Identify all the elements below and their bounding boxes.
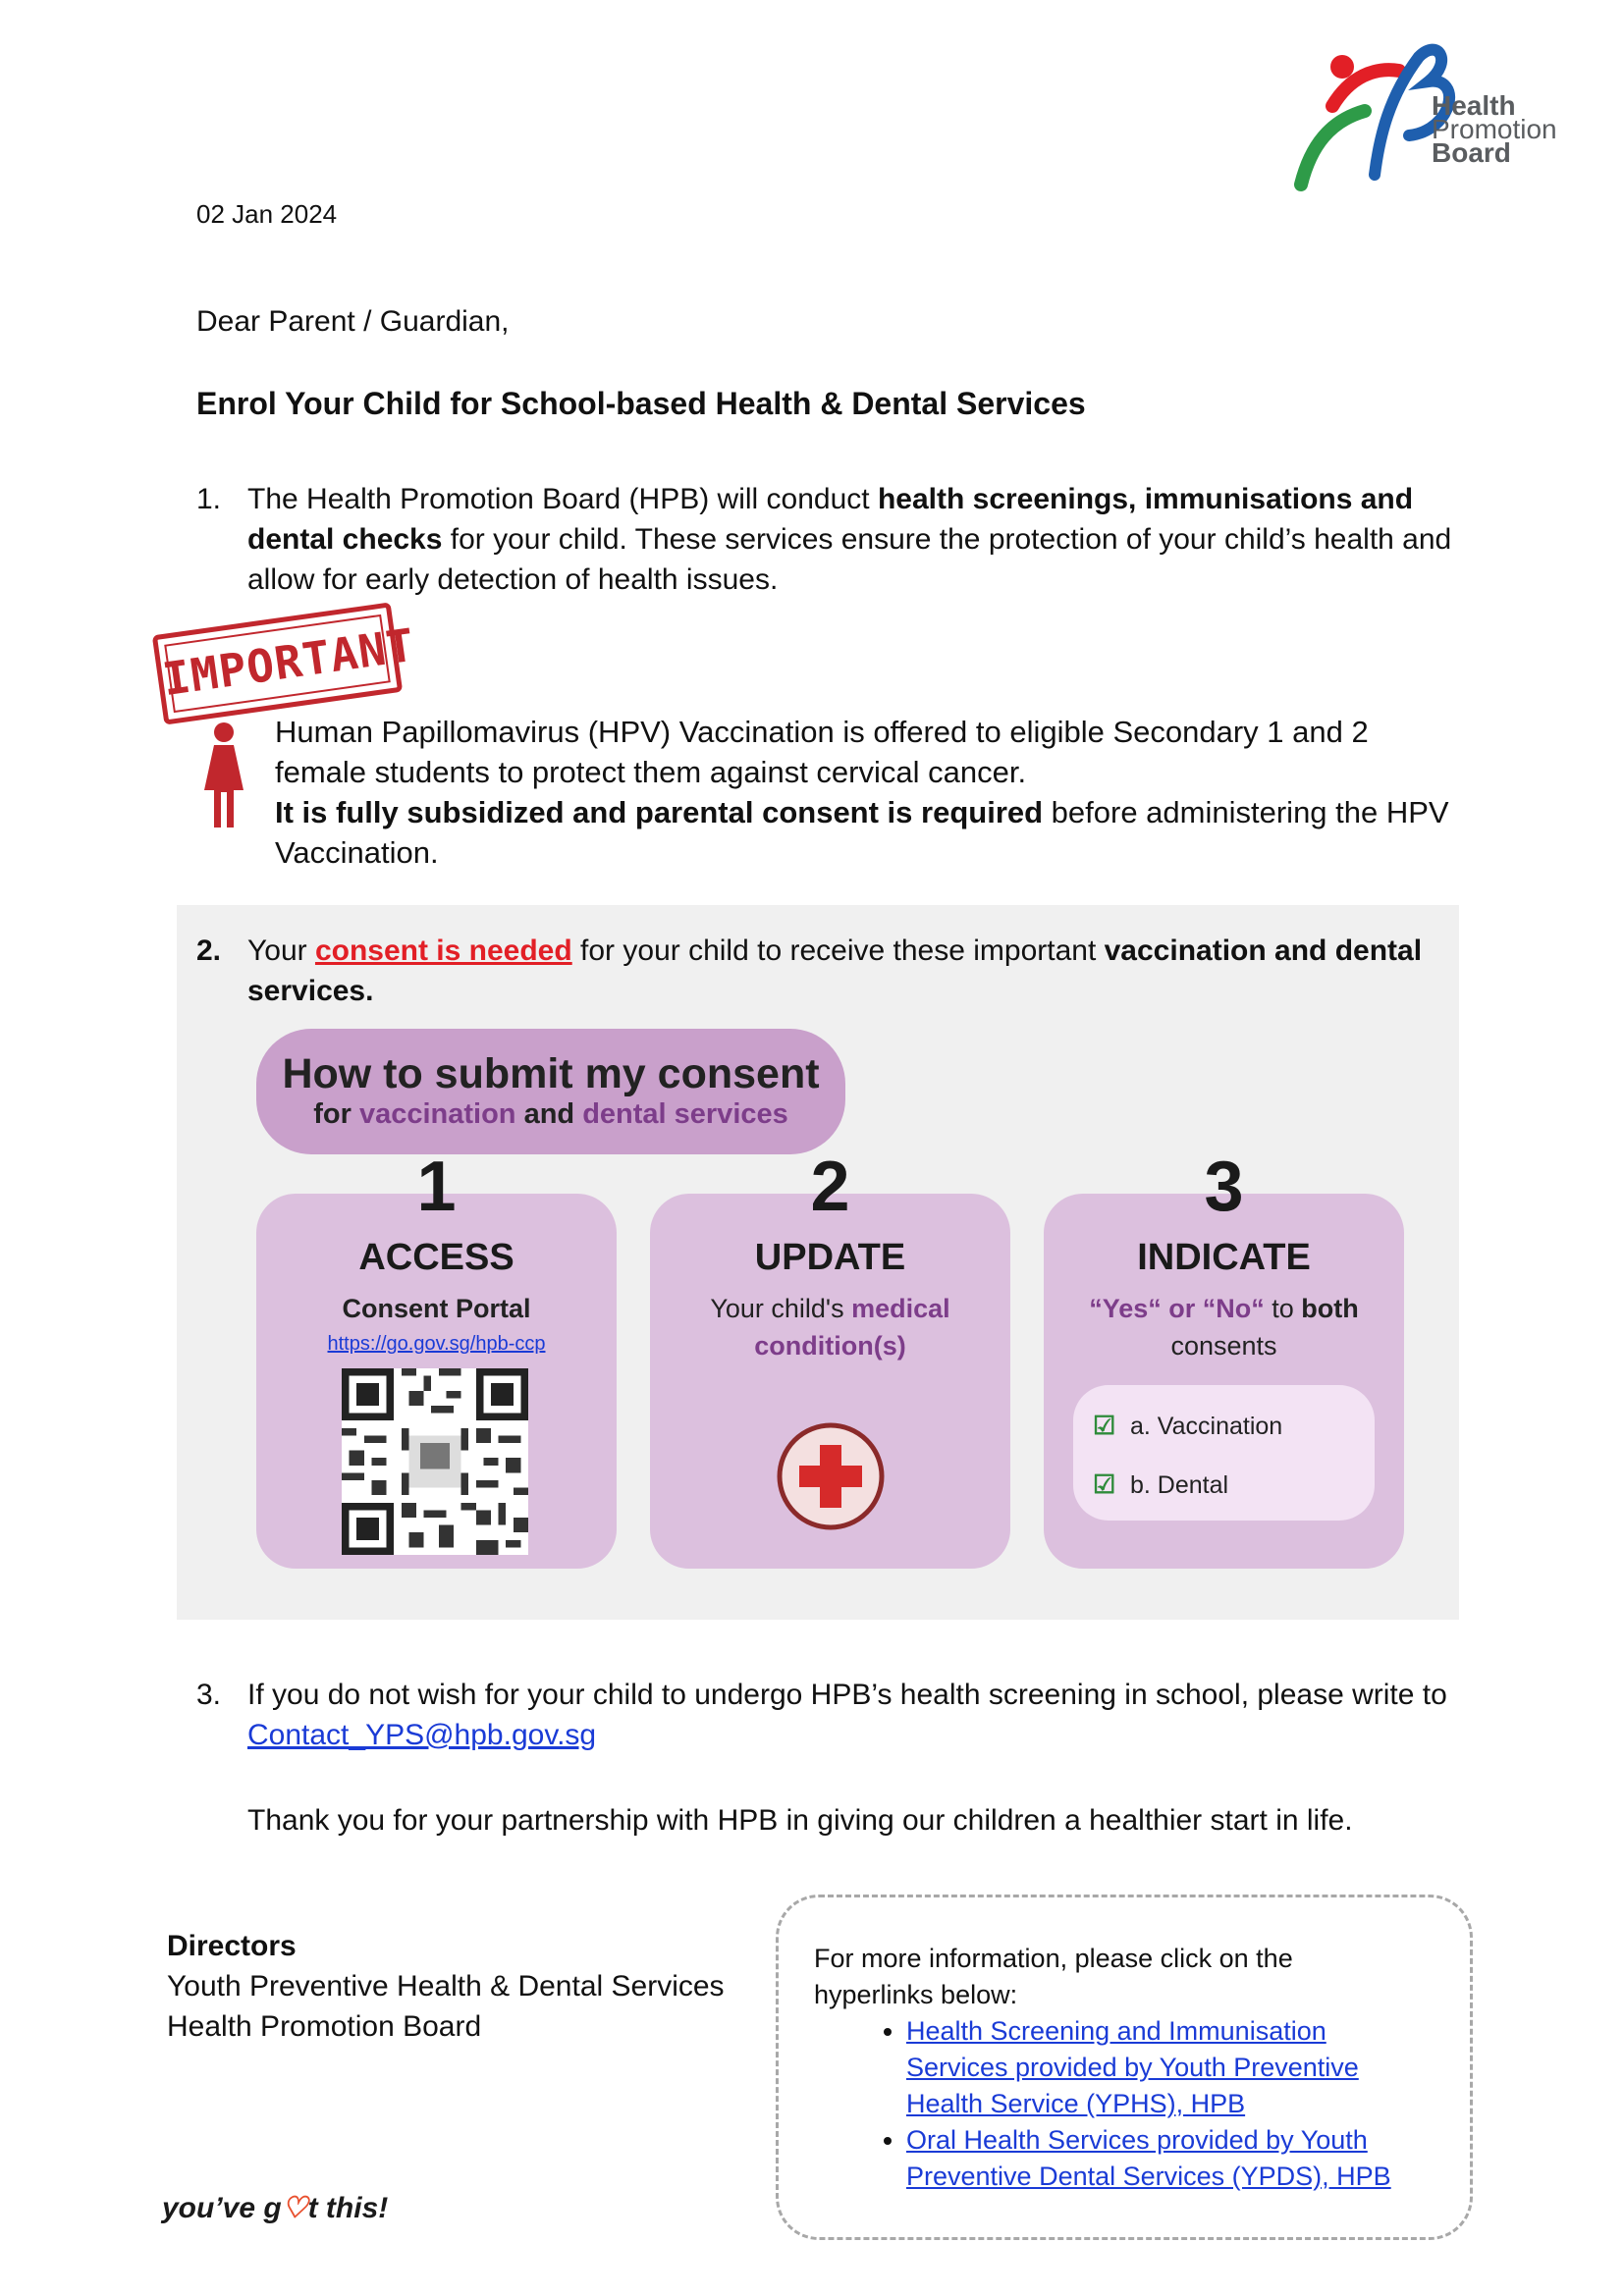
item-1-text: The Health Promotion Board (HPB) will conduct health screenings, immunisations and dental checks for your child. These services ensure the protection of your child’s health and allow for early detection of health issues. [247, 483, 1452, 596]
step-3-title: INDICATE [1137, 1237, 1311, 1278]
hpv-notice: Human Papillomavirus (HPV) Vaccination is offered to eligible Secondary 1 and 2 female students to protect them against cervical cancer. It is fully subsidized and parental consent is required before administering the HPV Vaccination. [275, 715, 1449, 870]
step-2-text: Your child's medical condition(s) [710, 1294, 950, 1361]
female-icon [196, 721, 251, 829]
item-2-number: 2. [196, 934, 222, 967]
step-2-title: UPDATE [754, 1237, 906, 1278]
step-2-number: 2 [810, 1148, 850, 1226]
medical-cross-icon [776, 1421, 886, 1531]
how-to-banner: How to submit my consent for vaccination and dental services [256, 1029, 845, 1154]
important-stamp: IMPORTANT [152, 602, 403, 724]
item-3-text: If you do not wish for your child to undergo HPB’s health screening in school, please write to Contact_YPS@hpb.gov.sg [247, 1679, 1447, 1751]
closing-line: Thank you for your partnership with HPB in giving our children a healthier start in life. [247, 1804, 1353, 1837]
vaccination-check-icon: ☑ [1093, 1411, 1116, 1440]
step-2-card [650, 1148, 1010, 1569]
item-3-number: 3. [196, 1679, 222, 1711]
consent-portal-link[interactable]: https://go.gov.sg/hpb-ccp [327, 1333, 546, 1355]
dental-check-icon: ☑ [1093, 1469, 1116, 1499]
letter-heading: Enrol Your Child for School-based Health & Dental Services [196, 386, 1086, 421]
step-1-title: ACCESS [358, 1237, 514, 1278]
signature-block: Directors Youth Preventive Health & Dental Services Health Promotion Board [167, 1930, 725, 2043]
item-1-number: 1. [196, 483, 222, 515]
step-1-card [256, 1148, 617, 1569]
step-3-text: “Yes“ or “No“ to both consents [1089, 1294, 1359, 1361]
yphs-link[interactable]: Health Screening and Immunisation Services provided by Youth Preventive Health Service (YPHS), HPB [906, 2016, 1359, 2118]
step-3-card [1044, 1148, 1404, 1569]
more-info-intro: For more information, please click on the hyperlinks below: [814, 1944, 1293, 2009]
consent-options [1073, 1385, 1375, 1521]
ypds-link[interactable]: Oral Health Services provided by Youth Preventive Dental Services (YPDS), HPB [906, 2125, 1391, 2191]
tagline-logo: you’ve g♡t this! [162, 2192, 389, 2224]
contact-email-link[interactable]: Contact_YPS@hpb.gov.sg [247, 1719, 597, 1751]
consent-portal-label: Consent Portal [342, 1294, 531, 1323]
step-1-number: 1 [416, 1148, 457, 1226]
hpb-logo-text: Health Promotion Board [1432, 90, 1557, 168]
salutation: Dear Parent / Guardian, [196, 305, 510, 338]
item-2-text: Your consent is needed for your child to receive these important vaccination and dental services. [247, 934, 1423, 1007]
option-dental: b. Dental [1130, 1471, 1229, 1499]
option-vaccination: a. Vaccination [1130, 1413, 1283, 1440]
letter-date: 02 Jan 2024 [196, 199, 338, 229]
qr-code[interactable] [342, 1368, 528, 1555]
step-3-number: 3 [1204, 1148, 1244, 1226]
more-info-box [776, 1895, 1473, 2240]
